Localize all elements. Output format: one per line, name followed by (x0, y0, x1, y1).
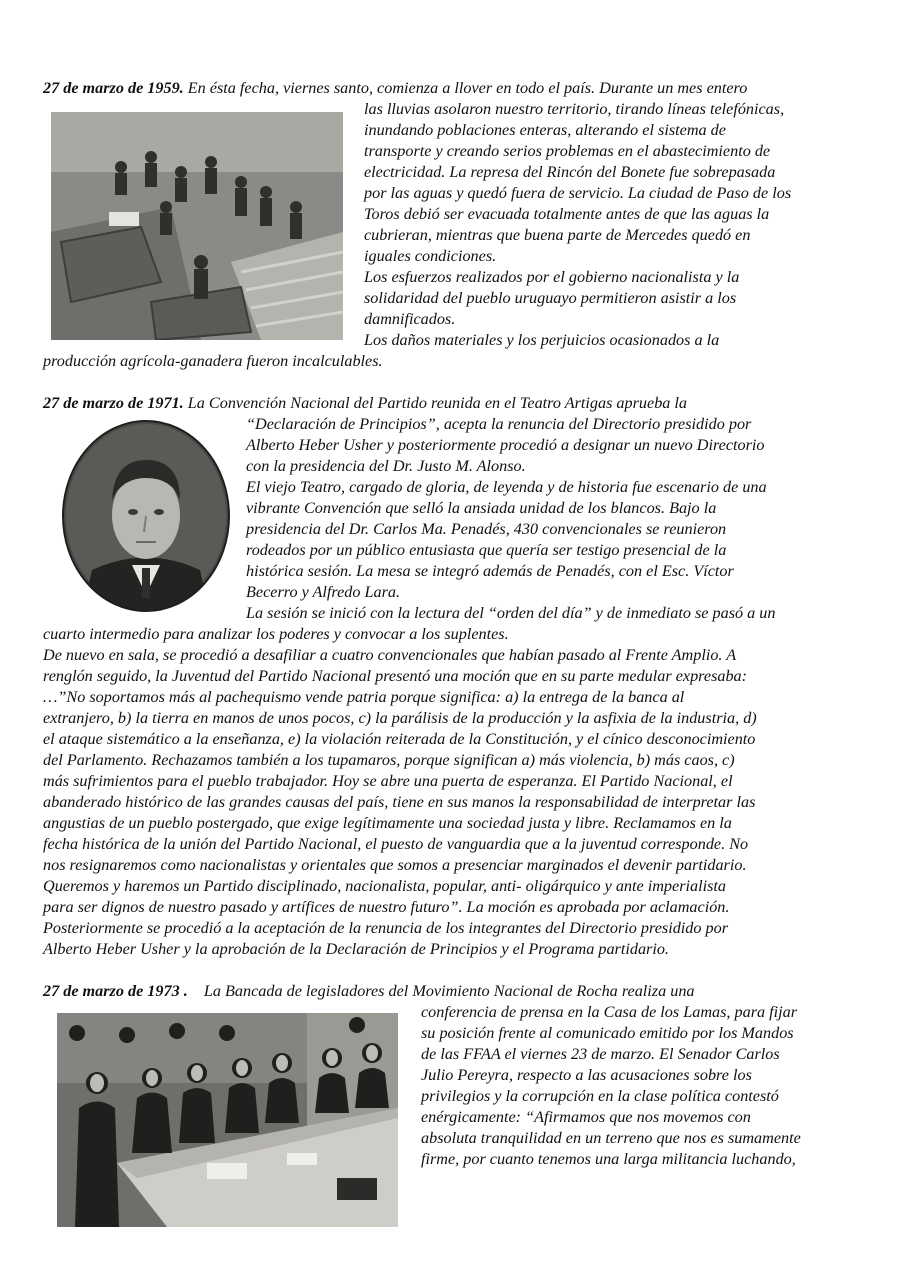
paragraph-line: las lluvias asolaron nuestro territorio, tirando líneas telefónicas, (364, 100, 785, 118)
paragraph-line: Queremos y haremos un Partido disciplinado, nacionalista, popular, anti- oligárquico y ante imperialista (43, 877, 726, 895)
paragraph-line: Los esfuerzos realizados por el gobierno nacionalista y la (364, 268, 740, 286)
paragraph-line: solidaridad del pueblo uruguayo permitieron asistir a los (364, 289, 737, 307)
paragraph-line: por las aguas y quedó fuera de servicio. La ciudad de Paso de los (364, 184, 792, 202)
paragraph-line: enérgicamente: “Afirmamos que nos movemos con (421, 1108, 751, 1126)
paragraph-line: Posteriormente se procedió a la aceptación de la renuncia de los integrantes del Directorio presidido por (43, 919, 729, 937)
paragraph-line: presidencia del Dr. Carlos Ma. Penadés, 430 convencionales se reunieron (246, 520, 727, 538)
paragraph-line: producción agrícola-ganadera fueron incalculables. (43, 352, 383, 370)
paragraph-line: Toros debió ser evacuada totalmente antes de que las aguas la (364, 205, 770, 223)
portrait-oval-photo (62, 420, 230, 612)
paragraph-line: De nuevo en sala, se procedió a desafiliar a cuatro convencionales que habían pasado al Frente Amplio. A (43, 646, 737, 664)
paragraph-line: firme, por cuanto tenemos una larga militancia luchando, (421, 1150, 796, 1168)
paragraph-line: para ser dignos de nuestro pasado y artífices de nuestro futuro”. La moción es aprobada por aclamación. (43, 898, 730, 916)
paragraph-line: abanderado histórico de las grandes causas del país, tiene en sus manos la responsabilidad de interpretar las (43, 793, 756, 811)
paragraph-line: “Declaración de Principios”, acepta la renuncia del Directorio presidido por (246, 415, 752, 433)
entry-date: 27 de marzo de 1971. (43, 394, 184, 412)
paragraph-line: Julio Pereyra, respecto a las acusaciones sobre los (421, 1066, 752, 1084)
paragraph-line: angustias de un pueblo postergado, que exige legítimamente una sociedad justa y libre. Reclamamos en la (43, 814, 732, 832)
paragraph-line: iguales condiciones. (364, 247, 497, 265)
paragraph-line: conferencia de prensa en la Casa de los Lamas, para fijar (421, 1003, 798, 1021)
paragraph-line: absoluta tranquilidad en un terreno que nos es sumamente (421, 1129, 801, 1147)
paragraph-line: Becerro y Alfredo Lara. (246, 583, 401, 601)
paragraph-line: con la presidencia del Dr. Justo M. Alonso. (246, 457, 526, 475)
paragraph-line: histórica sesión. La mesa se integró además de Penadés, con el Esc. Víctor (246, 562, 734, 580)
paragraph-line: más sufrimientos para el pueblo trabajador. Hoy se abre una puerta de esperanza. El Partido Nacional, el (43, 772, 733, 790)
paragraph-line: privilegios y la corrupción en la clase política contestó (421, 1087, 779, 1105)
paragraph-line: La sesión se inició con la lectura del “orden del día” y de inmediato se pasó a un (246, 604, 776, 622)
paragraph-line: Alberto Heber Usher y la aprobación de la Declaración de Principios y el Programa partidario. (43, 940, 669, 958)
paragraph-line: su posición frente al comunicado emitido por los Mandos (421, 1024, 794, 1042)
paragraph-line: vibrante Convención que selló la ansiada unidad de los blancos. Bajo la (246, 499, 717, 517)
entry-1959-first-line (43, 78, 747, 99)
paragraph-line: …”No soportamos más al pachequismo vende patria porque significa: a) la entrega de la banca al (43, 688, 685, 706)
paragraph-line: damnificados. (364, 310, 456, 328)
paragraph-line: En ésta fecha, viernes santo, comienza a llover en todo el país. Durante un mes entero (187, 79, 748, 97)
paragraph-line: renglón seguido, la Juventud del Partido Nacional presentó una moción que en su parte medular expresaba: (43, 667, 748, 685)
flood-boats-photo (51, 112, 343, 340)
paragraph-line: transporte y creando serios problemas en el abastecimiento de (364, 142, 771, 160)
paragraph-line: el ataque sistemático a la enseñanza, e) la violación reiterada de la Constitución, y el cínico desconocimiento (43, 730, 756, 748)
entry-date: 27 de marzo de 1973 . (43, 982, 188, 1000)
paragraph-line: La Bancada de legisladores del Movimiento Nacional de Rocha realiza una (203, 982, 695, 1000)
paragraph-line: El viejo Teatro, cargado de gloria, de leyenda y de historia fue escenario de una (246, 478, 767, 496)
paragraph-line: nos resignaremos como nacionalistas y orientales que somos a presenciar marginados el devenir partidario. (43, 856, 747, 874)
paragraph-line: Los daños materiales y los perjuicios ocasionados a la (364, 331, 720, 349)
entry-1973-first-line (43, 981, 695, 1002)
press-conference-photo (57, 1013, 398, 1227)
paragraph-line: inundando poblaciones enteras, alterando el sistema de (364, 121, 726, 139)
paragraph-line: del Parlamento. Rechazamos también a los tupamaros, porque significan a) más violencia, b) más caos, c) (43, 751, 735, 769)
entry-1971-first-line (43, 393, 687, 414)
paragraph-line: La Convención Nacional del Partido reunida en el Teatro Artigas aprueba la (187, 394, 688, 412)
paragraph-line: electricidad. La represa del Rincón del Bonete fue sobrepasada (364, 163, 776, 181)
entry-date: 27 de marzo de 1959. (43, 79, 184, 97)
paragraph-line: de las FFAA el viernes 23 de marzo. El Senador Carlos (421, 1045, 780, 1063)
paragraph-line: extranjero, b) la tierra en manos de unos pocos, c) la parálisis de la producción y la asfixia de la industria, d) (43, 709, 757, 727)
paragraph-line: Alberto Heber Usher y posteriormente procedió a designar un nuevo Directorio (246, 436, 765, 454)
paragraph-line: cubrieran, mientras que buena parte de Mercedes quedó en (364, 226, 751, 244)
paragraph-line: cuarto intermedio para analizar los poderes y convocar a los suplentes. (43, 625, 509, 643)
paragraph-line: fecha histórica de la unión del Partido Nacional, el puesto de vanguardia que a la juventud corresponde. No (43, 835, 749, 853)
paragraph-line: rodeados por un público entusiasta que quería ser testigo presencial de la (246, 541, 727, 559)
